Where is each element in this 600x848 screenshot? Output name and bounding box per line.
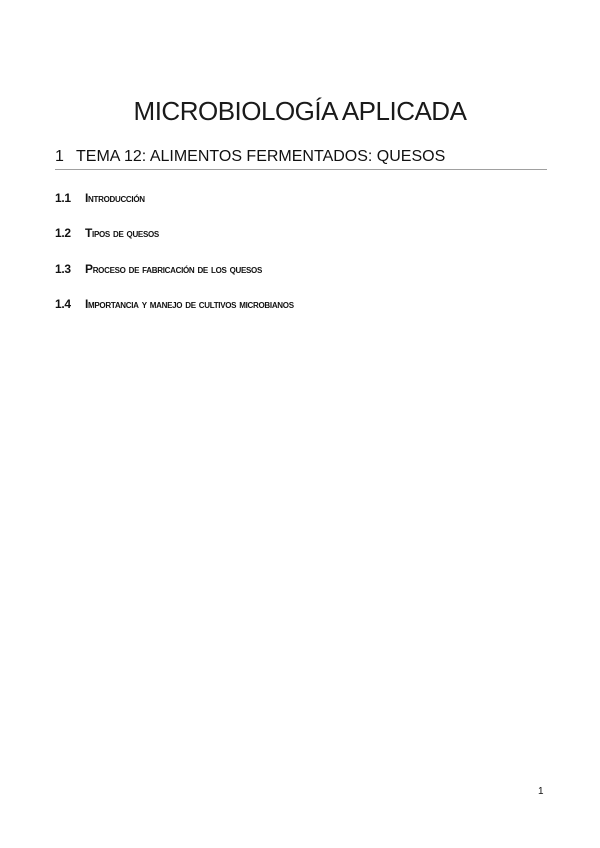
subsection-heading-proceso [55, 262, 262, 276]
subsection-number: 1.2 [55, 226, 71, 240]
section-number: 1 [55, 148, 64, 165]
subsection-title: Tipos de quesos [85, 226, 159, 240]
subsection-title: Introducción [85, 191, 145, 205]
subsection-title: Importancia y manejo de cultivos microbianos [85, 297, 294, 311]
section-heading [55, 148, 547, 170]
subsection-number: 1.1 [55, 191, 71, 205]
subsection-heading-importancia [55, 297, 294, 311]
page-number: 1 [538, 786, 544, 797]
document-title: MICROBIOLOGÍA APLICADA [133, 96, 467, 126]
subsection-number: 1.3 [55, 262, 71, 276]
subsection-heading-tipos [55, 226, 159, 240]
subsection-heading-introduccion [55, 191, 145, 205]
section-title: TEMA 12: ALIMENTOS FERMENTADOS: QUESOS [76, 148, 446, 165]
subsection-number: 1.4 [55, 297, 71, 311]
subsection-title: Proceso de fabricación de los quesos [85, 262, 263, 276]
